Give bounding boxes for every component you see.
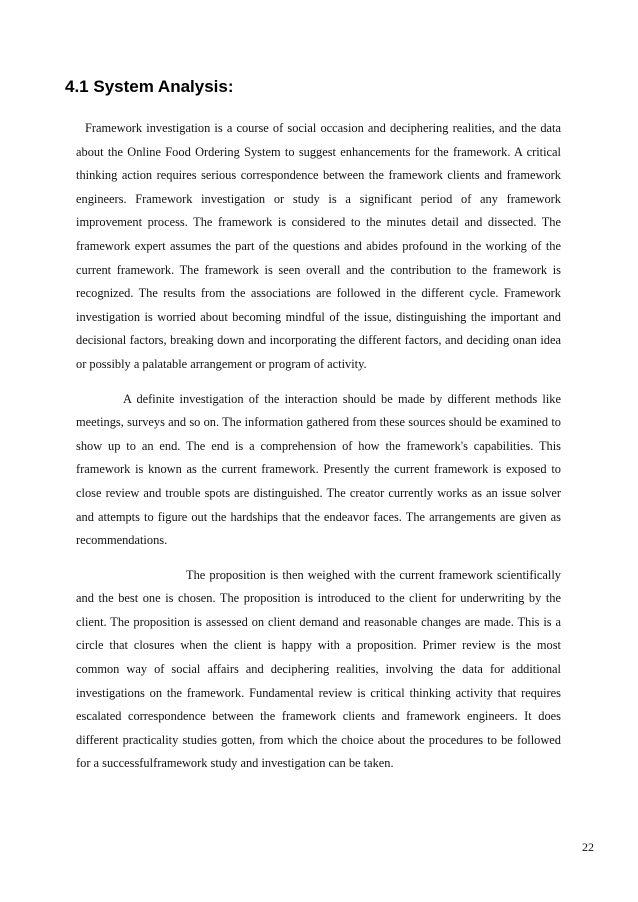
paragraph-system-analysis-intro: Framework investigation is a course of social occasion and deciphering realities, and the data about the Online Food Ordering System to suggest enhancements for the framework. A critical thinking action requires serious correspondence between the framework clients and framework engineers. Framework investigation or study is a significant period of any framework improvement process. The framework is considered to the minutes detail and dissected. The framework expert assumes the part of the questions and abides profound in the working of the current framework. The framework is seen overall and the contribution to the framework is recognized. The results from the associations are followed in the different cycle. Framework investigation is worried about becoming mindful of the issue, distinguishing the important and decisional factors, breaking down and incorporating the different factors, and deciding onan idea or possibly a palatable arrangement or program of activity. [76,121,561,371]
page-number: 22 [582,840,594,854]
body-text [76,117,561,776]
paragraph-investigation-methods: A definite investigation of the interaction should be made by different methods like meetings, surveys and so on. The information gathered from these sources should be examined to show up to an end. The end is a comprehension of how the framework's capabilities. This framework is known as the current framework. Presently the current framework is exposed to close review and trouble spots are distinguished. The creator currently works as an issue solver and attempts to figure out the hardships that the endeavor faces. The arrangements are given as recommendations. [76,391,561,548]
section-heading: 4.1 System Analysis: [65,77,234,96]
paragraph-proposition-review: The proposition is then weighed with the current framework scientifically and the best one is chosen. The proposition is introduced to the client for underwriting by the client. The proposition is assessed on client demand and reasonable changes are made. This is a circle that closures when the client is happy with a proposition. Primer review is the most common way of social affairs and deciphering realities, involving the data for additional investigations on the framework. Fundamental review is critical thinking activity that requires escalated correspondence between the framework clients and framework engineers. It does different practicality studies gotten, from which the choice about the procedures to be followed for a successfulframework study and investigation can be taken. [76,567,561,771]
